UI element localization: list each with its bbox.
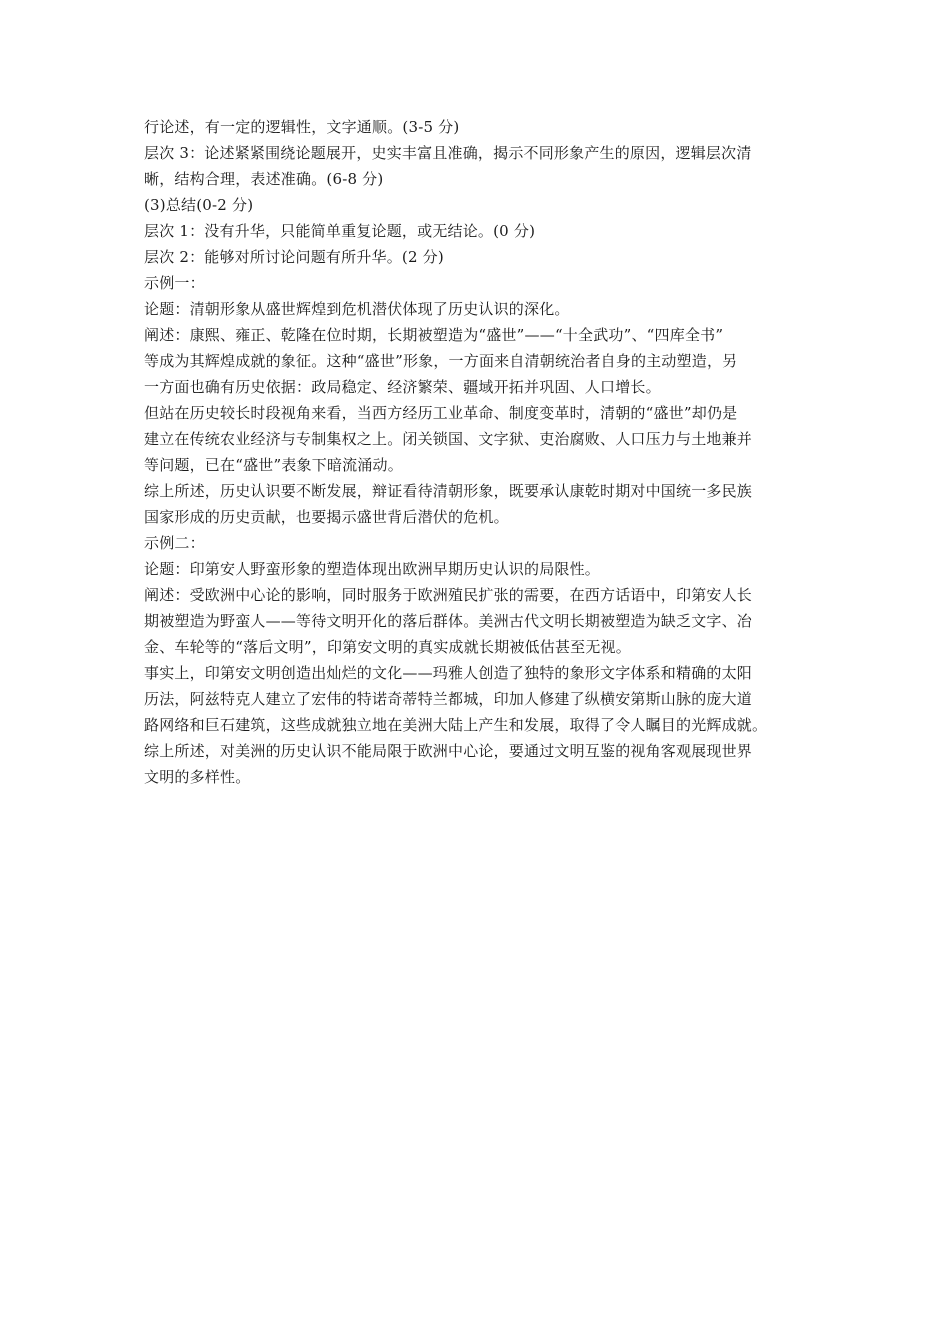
text-line: 阐述：受欧洲中心论的影响，同时服务于欧洲殖民扩张的需要，在西方话语中，印第安人长 [144, 586, 753, 604]
text-line: 事实上，印第安文明创造出灿烂的文化——玛雅人创造了独特的象形文字体系和精确的太阳 [144, 664, 753, 682]
text-line: 论题：印第安人野蛮形象的塑造体现出欧洲早期历史认识的局限性。 [144, 560, 601, 578]
text-line: 层次 2：能够对所讨论问题有所升华。(2 分) [144, 248, 444, 266]
text-line: 一方面也确有历史依据：政局稳定、经济繁荣、疆域开拓并巩固、人口增长。 [144, 378, 661, 396]
text-line: 路网络和巨石建筑，这些成就独立地在美洲大陆上产生和发展，取得了令人瞩目的光辉成就。 [144, 716, 768, 734]
text-line: 历法，阿兹特克人建立了宏伟的特诺奇蒂特兰都城，印加人修建了纵横安第斯山脉的庞大道 [144, 690, 753, 708]
text-line: 层次 1：没有升华，只能简单重复论题，或无结论。(0 分) [144, 222, 536, 240]
text-line: 论题：清朝形象从盛世辉煌到危机潜伏体现了历史认识的深化。 [144, 300, 570, 318]
section-heading: (3)总结(0-2 分) [144, 196, 254, 214]
text-line: 晰，结构合理，表述准确。(6-8 分) [144, 170, 384, 188]
text-line: 文明的多样性。 [144, 768, 251, 786]
text-line: 但站在历史较长时段视角来看，当西方经历工业革命、制度变革时，清朝的“盛世”却仍是 [144, 404, 738, 422]
text-line: 期被塑造为野蛮人——等待文明开化的落后群体。美洲古代文明长期被塑造为缺乏文字、冶 [144, 612, 753, 630]
example-heading: 示例二： [144, 534, 205, 552]
text-line: 综上所述，对美洲的历史认识不能局限于欧洲中心论，要通过文明互鉴的视角客观展现世界 [144, 742, 753, 760]
text-line: 金、车轮等的“落后文明”，印第安文明的真实成就长期被低估甚至无视。 [144, 638, 631, 656]
text-line: 等问题，已在“盛世”表象下暗流涌动。 [144, 456, 403, 474]
text-line: 层次 3：论述紧紧围绕论题展开，史实丰富且准确，揭示不同形象产生的原因，逻辑层次清 [144, 144, 752, 162]
text-line: 行论述，有一定的逻辑性，文字通顺。(3-5 分) [144, 118, 460, 136]
text-line: 阐述：康熙、雍正、乾隆在位时期，长期被塑造为“盛世”——“十全武功”、“四库全书” [144, 326, 724, 344]
text-line: 等成为其辉煌成就的象征。这种“盛世”形象，一方面来自清朝统治者自身的主动塑造，另 [144, 352, 738, 370]
example-heading: 示例一： [144, 274, 205, 292]
document-body [144, 114, 812, 790]
text-line: 建立在传统农业经济与专制集权之上。闭关锁国、文字狱、吏治腐败、人口压力与土地兼并 [144, 430, 753, 448]
text-line: 国家形成的历史贡献，也要揭示盛世背后潜伏的危机。 [144, 508, 509, 526]
text-line: 综上所述，历史认识要不断发展，辩证看待清朝形象，既要承认康乾时期对中国统一多民族 [144, 482, 753, 500]
